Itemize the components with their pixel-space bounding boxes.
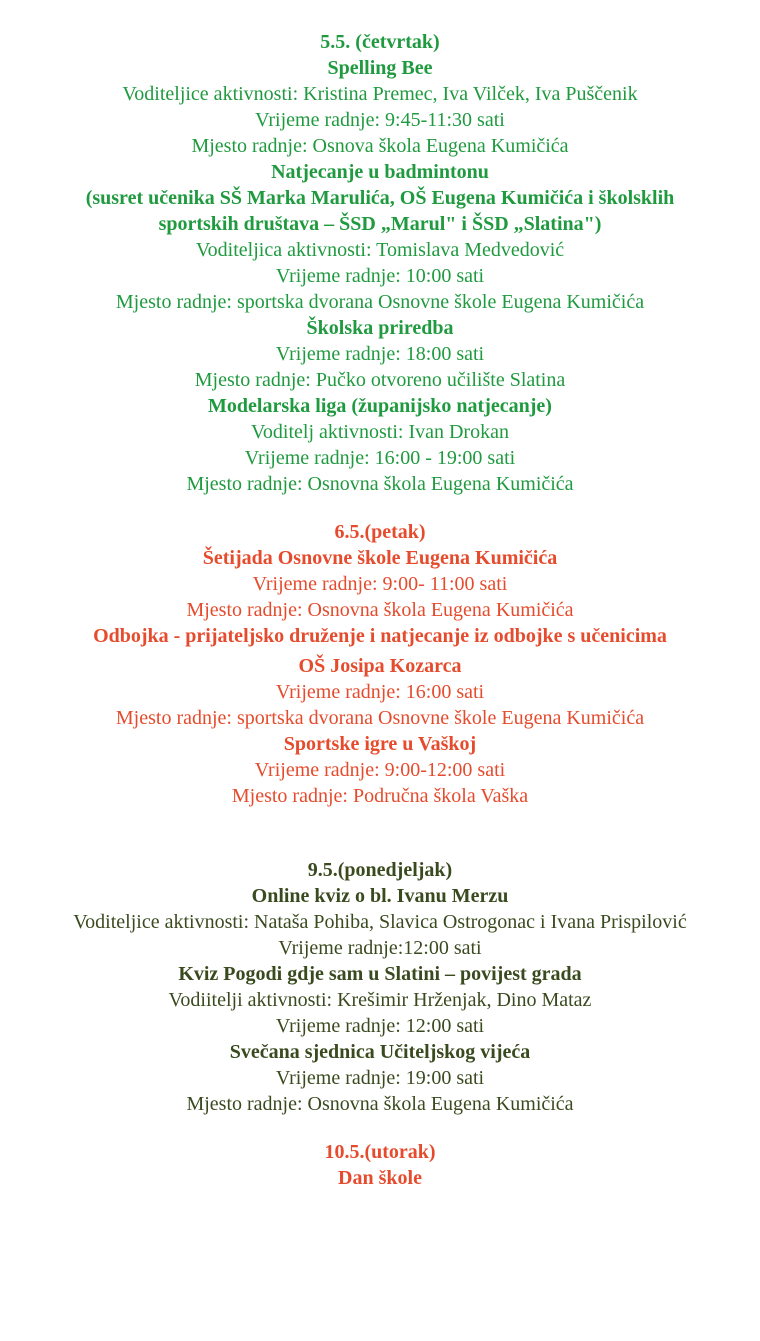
day-friday-section xyxy=(0,519,760,809)
event-leaders: Vodiitelji aktivnosti: Krešimir Hrženjak, Dino Mataz xyxy=(168,989,592,1011)
event-place: Mjesto radnje: sportska dvorana Osnovne škole Eugena Kumičića xyxy=(115,707,645,729)
day-date: 5.5. (četvrtak) xyxy=(320,31,440,53)
day-thursday-section xyxy=(0,29,760,497)
event-time: Vrijeme radnje: 18:00 sati xyxy=(275,343,485,365)
event-place: Mjesto radnje: Pučko otvoreno učilište Slatina xyxy=(194,369,566,391)
event-place: Mjesto radnje: Osnovna škola Eugena Kumičića xyxy=(186,599,574,621)
day-date: 10.5.(utorak) xyxy=(324,1141,436,1163)
event-time: Vrijeme radnje:12:00 sati xyxy=(278,937,482,959)
event-title: Modelarska liga (županijsko natjecanje) xyxy=(208,395,552,417)
event-place: Mjesto radnje: Osnova škola Eugena Kumičića xyxy=(191,135,569,157)
event-place: Mjesto radnje: sportska dvorana Osnovne škole Eugena Kumičića xyxy=(115,291,645,313)
event-title: Sportske igre u Vaškoj xyxy=(283,733,477,755)
event-time: Vrijeme radnje: 12:00 sati xyxy=(275,1015,485,1037)
event-title: Dan škole xyxy=(338,1167,422,1189)
event-leaders: Voditeljice aktivnosti: Kristina Premec, Iva Vilček, Iva Puščenik xyxy=(122,83,638,105)
day-date: 9.5.(ponedjeljak) xyxy=(307,859,453,881)
event-leaders: Voditelj aktivnosti: Ivan Drokan xyxy=(251,421,509,443)
event-place: Mjesto radnje: Osnovna škola Eugena Kumičića xyxy=(186,1093,574,1115)
event-subtitle: (susret učenika SŠ Marka Marulića, OŠ Eugena Kumičića i školsklih sportskih društava – ŠSD „Marul" i ŠSD „Slatina") xyxy=(85,187,675,235)
event-place: Mjesto radnje: Osnovna škola Eugena Kumičića xyxy=(186,473,574,495)
event-time: Vrijeme radnje: 16:00 sati xyxy=(275,681,485,703)
event-title: Svečana sjednica Učiteljskog vijeća xyxy=(229,1041,531,1063)
event-time: Vrijeme radnje: 16:00 - 19:00 sati xyxy=(244,447,516,469)
event-time: Vrijeme radnje: 9:00-12:00 sati xyxy=(254,759,506,781)
event-subtitle: OŠ Josipa Kozarca xyxy=(298,655,462,677)
section-spacer xyxy=(0,809,760,857)
section-spacer xyxy=(0,1117,760,1139)
event-title: Šetijada Osnovne škole Eugena Kumičića xyxy=(202,547,558,569)
event-title: Natjecanje u badmintonu xyxy=(271,161,489,183)
day-date: 6.5.(petak) xyxy=(334,521,426,543)
event-time: Vrijeme radnje: 19:00 sati xyxy=(275,1067,485,1089)
event-time: Vrijeme radnje: 10:00 sati xyxy=(275,265,485,287)
event-title: Odbojka - prijateljsko druženje i natjecanje iz odbojke s učenicima xyxy=(93,625,667,647)
event-place: Mjesto radnje: Područna škola Vaška xyxy=(231,785,529,807)
section-spacer xyxy=(0,497,760,519)
event-title: Spelling Bee xyxy=(327,57,433,79)
event-title: Online kviz o bl. Ivanu Merzu xyxy=(251,885,509,907)
event-leaders: Voditeljica aktivnosti: Tomislava Medvedović xyxy=(195,239,565,261)
event-title: Kviz Pogodi gdje sam u Slatini – povijest grada xyxy=(178,963,582,985)
event-time: Vrijeme radnje: 9:45-11:30 sati xyxy=(255,109,505,131)
event-title: Školska priredba xyxy=(306,317,454,339)
day-tuesday-section xyxy=(0,1139,760,1191)
event-leaders: Voditeljice aktivnosti: Nataša Pohiba, Slavica Ostrogonac i Ivana Prispilović xyxy=(73,911,687,933)
event-time: Vrijeme radnje: 9:00- 11:00 sati xyxy=(252,573,508,595)
day-monday-section xyxy=(0,857,760,1117)
